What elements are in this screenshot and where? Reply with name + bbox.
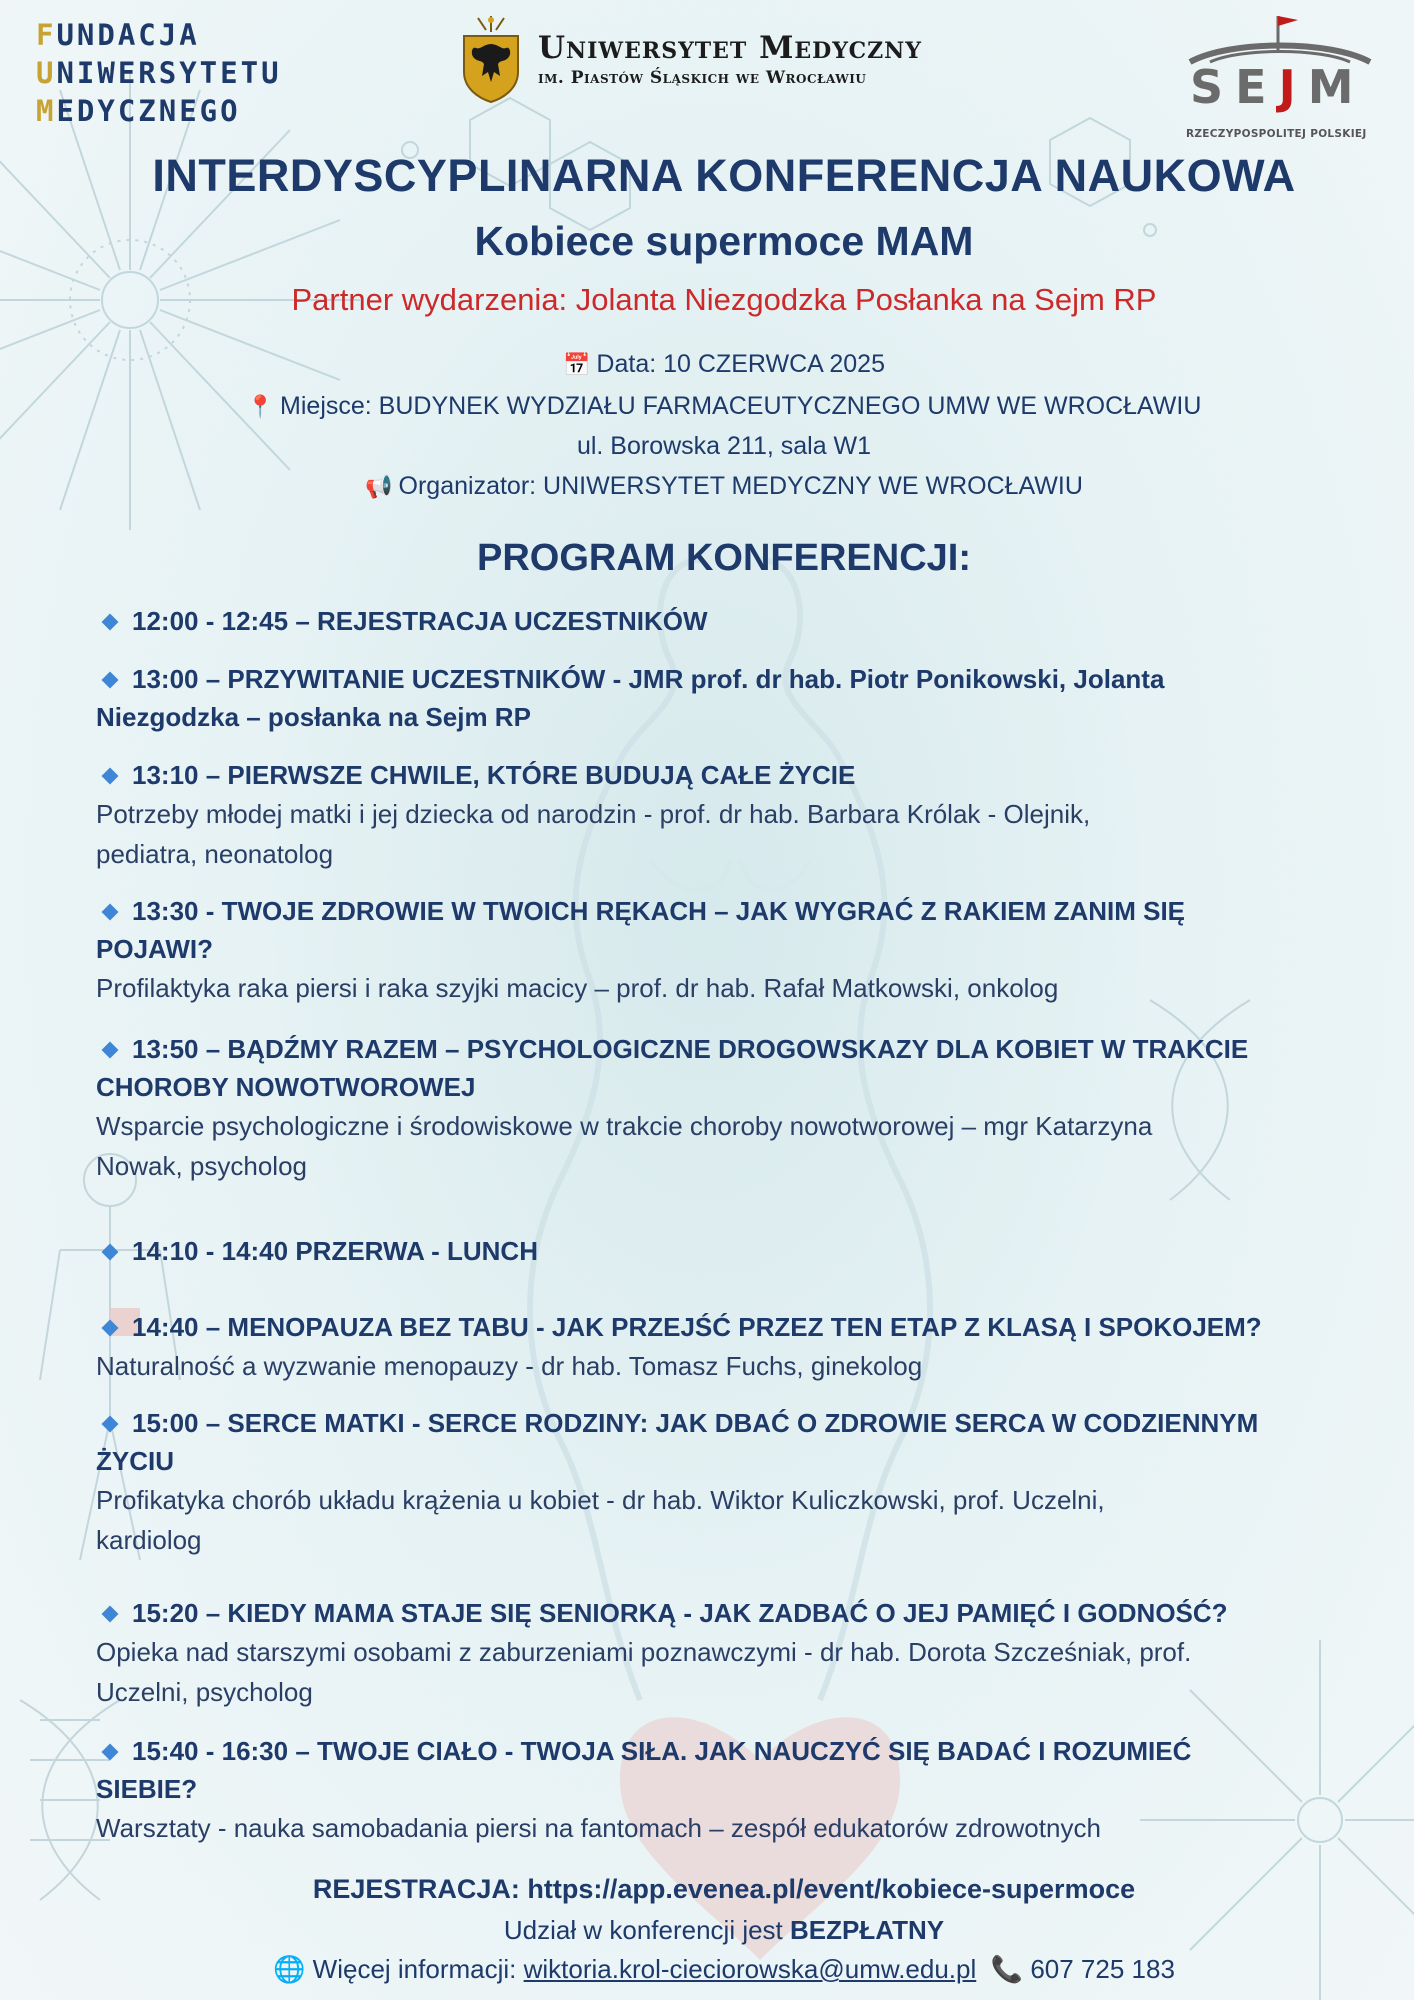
- program-item-title: ŻYCIU: [96, 1446, 174, 1476]
- program-item: [96, 660, 1356, 736]
- program-item: [96, 1594, 1356, 1712]
- program-item-title: 12:00 - 12:45 – REJESTRACJA UCZESTNIKÓW: [96, 602, 1356, 640]
- program-item: [96, 1232, 1356, 1270]
- registration-link[interactable]: REJESTRACJA: https://app.evenea.pl/event/kobiece-supermoce: [312, 1874, 1136, 1904]
- program-item: [96, 892, 1356, 1008]
- diamond-bullet-icon: [102, 1415, 119, 1432]
- program-item: [96, 1030, 1356, 1186]
- program-item-title: CHOROBY NOWOTWOROWEJ: [96, 1072, 476, 1102]
- program-item-title: 15:20 – KIEDY MAMA STAJE SIĘ SENIORKĄ - JAK ZADBAĆ O JEJ PAMIĘĆ I GODNOŚĆ?: [96, 1594, 1356, 1632]
- program-item-title: SIEBIE?: [96, 1774, 198, 1804]
- university-subname: im. Piastów Śląskich we Wrocławiu: [538, 68, 867, 88]
- event-place: 📍 Miejsce: BUDYNEK WYDZIAŁU FARMACEUTYCZNEGO UMW WE WROCŁAWIU: [246, 392, 1202, 420]
- event-partner: Partner wydarzenia: Jolanta Niezgodzka Posłanka na Sejm RP: [291, 282, 1157, 317]
- program-item-description: kardiolog: [96, 1525, 202, 1555]
- conference-subtitle: Kobiece supermoce MAM: [474, 218, 974, 264]
- contact-email-link[interactable]: wiktoria.krol-cieciorowska@umw.edu.pl: [523, 1954, 977, 1984]
- pin-icon: 📍: [246, 394, 275, 419]
- diamond-bullet-icon: [102, 903, 119, 920]
- contact-info: 🌐 Więcej informacji: wiktoria.krol-cieciorowska@umw.edu.pl 📞 607 725 183: [273, 1954, 1175, 1984]
- sejm-word: SEJM: [1190, 60, 1366, 114]
- diamond-bullet-icon: [102, 1743, 119, 1760]
- foundation-line: UNIWERSYTETU: [36, 56, 282, 90]
- foundation-line: FUNDACJA: [36, 18, 200, 52]
- program-item-title: 13:10 – PIERWSZE CHWILE, KTÓRE BUDUJĄ CAŁE ŻYCIE: [96, 756, 1356, 794]
- diamond-bullet-icon: [102, 613, 119, 630]
- program-item-title: POJAWI?: [96, 934, 214, 964]
- calendar-icon: 📅: [563, 352, 591, 377]
- program-item-title: Niezgodzka – posłanka na Sejm RP: [96, 702, 531, 732]
- globe-icon: 🌐: [273, 1954, 306, 1984]
- program-item: [96, 602, 1356, 640]
- university-crest-icon: [460, 14, 522, 104]
- program-item-title: 14:40 – MENOPAUZA BEZ TABU - JAK PRZEJŚĆ PRZEZ TEN ETAP Z KLASĄ I SPOKOJEM?: [96, 1308, 1356, 1346]
- program-item-title: 15:00 – SERCE MATKI - SERCE RODZINY: JAK DBAĆ O ZDROWIE SERCA W CODZIENNYM: [96, 1404, 1356, 1442]
- program-title: PROGRAM KONFERENCJI:: [476, 537, 972, 579]
- conference-title: INTERDYSCYPLINARNA KONFERENCJA NAUKOWA: [152, 150, 1296, 201]
- program-item-description: Profikatyka chorób układu krążenia u kobiet - dr hab. Wiktor Kuliczkowski, prof. Uczelni,: [96, 1485, 1105, 1515]
- university-logo: [460, 14, 922, 104]
- diamond-bullet-icon: [102, 1319, 119, 1336]
- participation-note: Udział w konferencji jest BEZPŁATNY: [503, 1915, 945, 1945]
- program-item-title: 13:30 - TWOJE ZDROWIE W TWOICH RĘKACH – JAK WYGRAĆ Z RAKIEM ZANIM SIĘ: [96, 892, 1356, 930]
- contact-phone: 607 725 183: [1030, 1954, 1175, 1984]
- program-item-description: Uczelni, psycholog: [96, 1677, 313, 1707]
- diamond-bullet-icon: [102, 1605, 119, 1622]
- sejm-subtitle: RZECZYPOSPOLITEJ POLSKIEJ: [1186, 128, 1367, 140]
- foundation-logo: [36, 16, 282, 130]
- program-item: [96, 1404, 1356, 1560]
- program-item-description: Profilaktyka raka piersi i raka szyjki macicy – prof. dr hab. Rafał Matkowski, onkolog: [96, 973, 1059, 1003]
- program-item-description: Wsparcie psychologiczne i środowiskowe w trakcie choroby nowotworowej – mgr Katarzyna: [96, 1111, 1153, 1141]
- program-item-description: Warsztaty - nauka samobadania piersi na fantomach – zespół edukatorów zdrowotnych: [96, 1813, 1101, 1843]
- university-name: Uniwersytet Medyczny: [538, 30, 922, 66]
- phone-icon: 📞: [990, 1954, 1024, 1984]
- foundation-line: MEDYCZNEGO: [36, 94, 241, 128]
- event-organizer: 📢 Organizator: UNIWERSYTET MEDYCZNY WE WROCŁAWIU: [365, 472, 1083, 500]
- sejm-logo: [1180, 10, 1380, 150]
- diamond-bullet-icon: [102, 1041, 119, 1058]
- diamond-bullet-icon: [102, 1243, 119, 1260]
- program-item-title: 15:40 - 16:30 – TWOJE CIAŁO - TWOJA SIŁA. JAK NAUCZYĆ SIĘ BADAĆ I ROZUMIEĆ: [96, 1732, 1356, 1770]
- diamond-bullet-icon: [102, 767, 119, 784]
- program-item-description: Opieka nad starszymi osobami z zaburzeniami poznawczymi - dr hab. Dorota Szcześniak, prof.: [96, 1637, 1192, 1667]
- diamond-bullet-icon: [102, 671, 119, 688]
- megaphone-icon: 📢: [365, 474, 393, 499]
- program-item-description: pediatra, neonatolog: [96, 839, 334, 869]
- program-item-description: Potrzeby młodej matki i jej dziecka od narodzin - prof. dr hab. Barbara Królak - Olejnik,: [96, 799, 1091, 829]
- program-item-description: Naturalność a wyzwanie menopauzy - dr hab. Tomasz Fuchs, ginekolog: [96, 1351, 923, 1381]
- program-item-title: 13:50 – BĄDŹMY RAZEM – PSYCHOLOGICZNE DROGOWSKAZY DLA KOBIET W TRAKCIE: [96, 1030, 1356, 1068]
- program-item: [96, 756, 1356, 874]
- event-address: ul. Borowska 211, sala W1: [576, 432, 872, 460]
- event-date: 📅 Data: 10 CZERWCA 2025: [563, 350, 885, 378]
- program-item: [96, 1732, 1356, 1848]
- program-item-title: 13:00 – PRZYWITANIE UCZESTNIKÓW - JMR prof. dr hab. Piotr Ponikowski, Jolanta: [96, 660, 1356, 698]
- program-item-description: Nowak, psycholog: [96, 1151, 307, 1181]
- program-item-title: 14:10 - 14:40 PRZERWA - LUNCH: [96, 1232, 1356, 1270]
- program-item: [96, 1308, 1356, 1386]
